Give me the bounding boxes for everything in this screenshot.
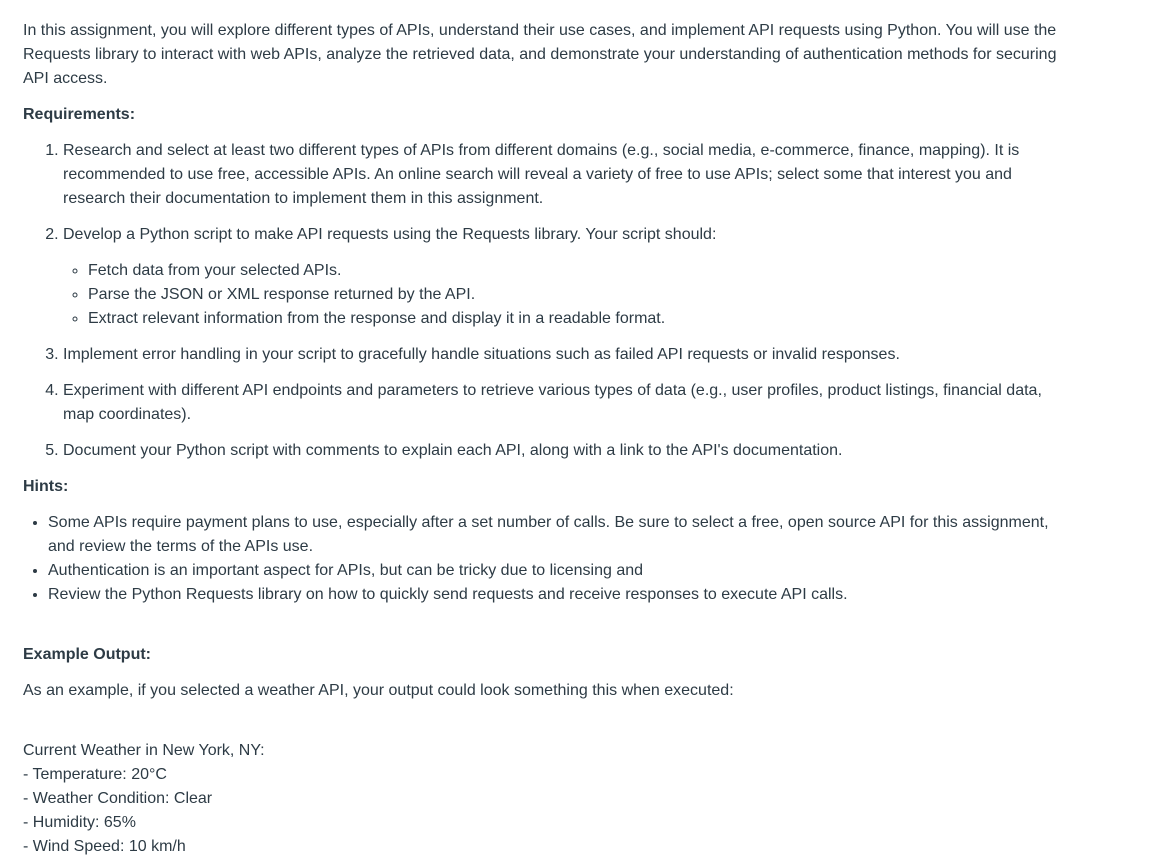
requirement-text: Research and select at least two different types of APIs from different domains (e.g., social media, e-commerce, finance, mapping). It is recommended to use free, accessible APIs. An online search will reveal a variety of free to use APIs; select some that interest you and research their documentation to implement them in this assignment. xyxy=(63,142,1020,207)
requirement-text: Document your Python script with comments to explain each API, along with a link to the API's documentation. xyxy=(63,442,843,459)
list-item xyxy=(63,439,1063,463)
hint-text: Authentication is an important aspect for APIs, but can be tricky due to licensing and xyxy=(48,562,644,579)
output-line: - Wind Speed: 10 km/h xyxy=(23,838,186,855)
list-item xyxy=(48,511,1063,559)
requirements-list xyxy=(23,139,1063,463)
requirements-heading: Requirements: xyxy=(23,106,136,123)
example-intro: As an example, if you selected a weather API, your output could look something this when executed: xyxy=(23,682,734,699)
hint-text: Some APIs require payment plans to use, especially after a set number of calls. Be sure to select a free, open source API for this assignment, and review the terms of the APIs use. xyxy=(48,514,1049,555)
requirement-text: Develop a Python script to make API requests using the Requests library. Your script should: xyxy=(63,226,717,243)
hints-heading: Hints: xyxy=(23,478,69,495)
output-line: - Weather Condition: Clear xyxy=(23,790,213,807)
list-item xyxy=(88,283,1063,307)
list-item xyxy=(88,259,1063,283)
list-item xyxy=(63,379,1063,427)
subitem-text: Fetch data from your selected APIs. xyxy=(88,262,342,279)
output-line: Current Weather in New York, NY: xyxy=(23,742,265,759)
list-item xyxy=(88,307,1063,331)
list-item xyxy=(48,583,1063,607)
intro-paragraph: In this assignment, you will explore different types of APIs, understand their use cases, and implement API requests using Python. You will use the Requests library to interact with web APIs, analyze the retrieved data, and demonstrate your understanding of authentication methods for securing API access. xyxy=(23,22,1057,87)
list-item xyxy=(63,343,1063,367)
output-line: - Temperature: 20°C xyxy=(23,766,167,783)
list-item xyxy=(48,559,1063,583)
requirement-text: Experiment with different API endpoints and parameters to retrieve various types of data (e.g., user profiles, product listings, financial data, map coordinates). xyxy=(63,382,1042,423)
output-line: - Humidity: 65% xyxy=(23,814,136,831)
list-item xyxy=(63,223,1063,331)
example-output-block xyxy=(23,739,1063,859)
requirement-text: Implement error handling in your script to gracefully handle situations such as failed API requests or invalid responses. xyxy=(63,346,900,363)
hint-text: Review the Python Requests library on how to quickly send requests and receive responses to execute API calls. xyxy=(48,586,848,603)
subitem-text: Extract relevant information from the response and display it in a readable format. xyxy=(88,310,666,327)
script-requirements-sublist xyxy=(63,259,1063,331)
list-item xyxy=(63,139,1063,211)
example-output-heading: Example Output: xyxy=(23,646,152,663)
subitem-text: Parse the JSON or XML response returned by the API. xyxy=(88,286,476,303)
hints-list xyxy=(23,511,1063,607)
section-spacer xyxy=(23,607,1063,643)
